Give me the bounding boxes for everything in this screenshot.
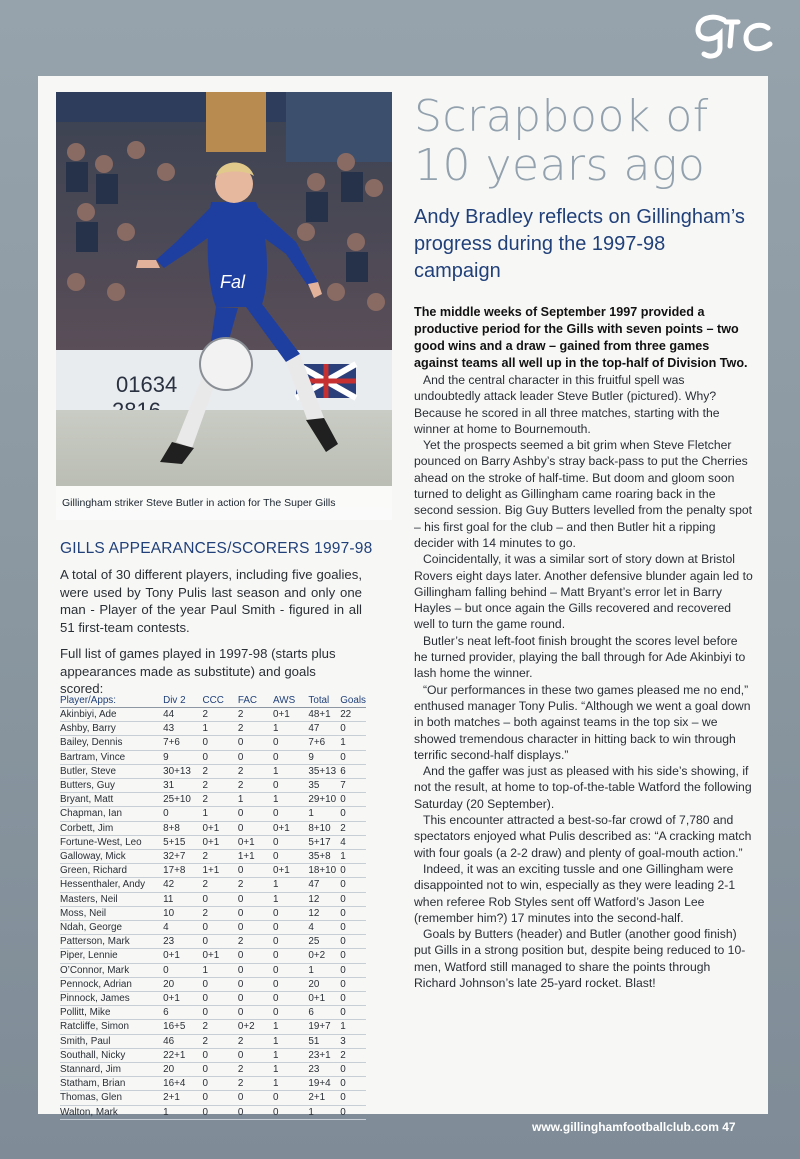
table-row xyxy=(60,1034,366,1048)
stat-cell: 4 xyxy=(340,836,346,848)
article-paragraph: And the central character in this fruitful spell was undoubtedly attack leader Steve Butler (pictured). Why? Because he scored in all three matches, starting with the winner at home to Bournemouth. xyxy=(414,373,720,436)
stat-cell: 0 xyxy=(237,993,244,1005)
stat-cell: 0 xyxy=(237,1007,244,1019)
stat-cell: 0 xyxy=(340,964,346,976)
player-name-cell: Bailey, Dennis xyxy=(60,737,123,749)
stat-cell: 1 xyxy=(308,1106,314,1118)
stat-cell: 2 xyxy=(237,723,244,735)
stat-cell: 0 xyxy=(202,1007,209,1019)
table-row xyxy=(60,992,366,1006)
stat-cell: 0 xyxy=(273,836,279,848)
article-paragraph: Coincidentally, it was a similar sort of story down at Bristol Rovers eight days later. Another defensive blunder again led to Gillingham falling behind – Matt Bryant’s error let in Barry Hayles – but once again the Gills recovered and recovered well to turn the game round. xyxy=(414,552,753,632)
stat-cell: 6 xyxy=(163,1007,169,1019)
stat-cell: 0 xyxy=(237,922,244,934)
stat-cell: 1 xyxy=(202,723,209,735)
stat-cell: 10 xyxy=(163,907,175,919)
stat-cell: 0 xyxy=(273,780,279,792)
stat-cell: 0+1 xyxy=(237,836,255,848)
stat-cell: 0 xyxy=(202,936,209,948)
stat-cell: 7+6 xyxy=(308,737,326,749)
player-name-cell: Pennock, Adrian xyxy=(60,978,132,990)
stat-cell: 4 xyxy=(163,922,169,934)
stat-cell: 1 xyxy=(202,808,209,820)
table-row xyxy=(60,736,366,750)
stat-cell: 29+10 xyxy=(308,794,337,806)
stat-cell: 1 xyxy=(273,879,279,891)
stat-cell: 0 xyxy=(273,1007,279,1019)
stat-cell: 32+7 xyxy=(163,851,186,863)
stat-cell: 0 xyxy=(340,879,346,891)
stat-cell: 17+8 xyxy=(163,865,186,877)
player-name-cell: Thomas, Glen xyxy=(60,1092,123,1104)
stat-cell: 12 xyxy=(308,907,320,919)
table-row xyxy=(60,1091,366,1105)
stat-cell: 20 xyxy=(163,1064,175,1076)
stat-cell: 0 xyxy=(273,1106,279,1118)
title-line-1: Scrapbook of xyxy=(414,91,709,142)
stat-cell: 0 xyxy=(163,808,169,820)
stat-cell: 0 xyxy=(340,808,346,820)
stat-cell: 31 xyxy=(163,780,175,792)
stat-cell: 0 xyxy=(273,950,279,962)
player-name-cell: Butler, Steve xyxy=(60,765,116,777)
player-name-cell: Walton, Mark xyxy=(60,1106,118,1118)
stat-cell: 6 xyxy=(340,765,346,777)
article-paragraph: “Our performances in these two games pleased me no end,” enthused manager Tony Pulis. “Although we went a goal down in both matches – both against teams in the top six – we showed tremendous character in hitting back to win through terrific second-half displays.” xyxy=(414,682,751,762)
article-paragraph: And the gaffer was just as pleased with his side’s showing, if not the result, at home to top-of-the-table Watford the following Saturday (20 September). xyxy=(414,764,752,811)
appearances-table xyxy=(60,694,366,1120)
stat-cell: 9 xyxy=(163,751,169,763)
table-row xyxy=(60,963,366,977)
stat-cell: 1 xyxy=(273,723,279,735)
stat-cell: 48+1 xyxy=(308,709,331,720)
photo-illustration xyxy=(56,92,392,520)
stat-cell: 0 xyxy=(340,865,346,877)
stat-cell: 3 xyxy=(340,1035,346,1047)
player-name-cell: Bartram, Vince xyxy=(60,751,126,763)
stat-cell: 2 xyxy=(202,765,209,777)
table-row xyxy=(60,906,366,920)
stat-cell: 0 xyxy=(237,822,244,834)
stat-cell: 23 xyxy=(308,1064,320,1076)
stat-cell: 25+10 xyxy=(163,794,191,806)
player-name-cell: Akinbiyi, Ade xyxy=(60,709,117,720)
stat-cell: 35+8 xyxy=(308,851,331,863)
stat-cell: 2+1 xyxy=(308,1092,326,1104)
table-row xyxy=(60,921,366,935)
stat-cell: 0 xyxy=(202,1049,209,1061)
stat-cell: 0+1 xyxy=(202,950,220,962)
stat-cell: 1+1 xyxy=(237,851,255,863)
stat-cell: 0 xyxy=(340,723,346,735)
player-name-cell: Bryant, Matt xyxy=(60,794,114,806)
table-row xyxy=(60,977,366,991)
stat-cell: 0 xyxy=(273,808,279,820)
player-name-cell: Galloway, Mick xyxy=(60,851,126,863)
stat-cell: 0+1 xyxy=(273,865,290,877)
table-row xyxy=(60,935,366,949)
stat-cell: 0 xyxy=(163,964,169,976)
table-row xyxy=(60,821,366,835)
svg-text:01634: 01634 xyxy=(116,372,178,397)
stat-cell: 0 xyxy=(273,751,279,763)
stat-cell: 2 xyxy=(202,907,209,919)
stat-cell: 0 xyxy=(340,978,346,990)
stat-cell: 2 xyxy=(237,879,244,891)
column-header: AWS xyxy=(273,695,296,706)
table-row xyxy=(60,779,366,793)
stat-cell: 1 xyxy=(273,1049,279,1061)
player-name-cell: Statham, Brian xyxy=(60,1078,126,1090)
player-name-cell: Ashby, Barry xyxy=(60,723,116,735)
stat-cell: 0 xyxy=(237,865,244,877)
table-row xyxy=(60,1077,366,1091)
stat-cell: 11 xyxy=(163,893,174,905)
stat-cell: 2 xyxy=(202,709,209,720)
stat-cell: 2 xyxy=(237,780,244,792)
player-name-cell: Ratcliffe, Simon xyxy=(60,1021,129,1033)
stat-cell: 1 xyxy=(202,964,209,976)
stats-heading: GILLS APPEARANCES/SCORERS 1997-98 xyxy=(60,540,373,557)
stat-cell: 0 xyxy=(202,751,209,763)
player-name-cell: Green, Richard xyxy=(60,865,127,877)
table-header-row xyxy=(60,694,366,708)
stat-cell: 0 xyxy=(237,737,244,749)
stat-cell: 30+13 xyxy=(163,765,191,777)
stat-cell: 47 xyxy=(308,879,320,891)
player-name-cell: Pinnock, James xyxy=(60,993,130,1005)
player-name-cell: O’Connor, Mark xyxy=(60,964,130,976)
stat-cell: 0 xyxy=(202,1106,209,1118)
stat-cell: 2 xyxy=(202,1035,209,1047)
stat-cell: 0 xyxy=(237,1092,244,1104)
article-paragraph: Yet the prospects seemed a bit grim when Steve Fletcher pounced on Barry Ashby’s stray back-pass to put the Cherries ahead on the stroke of half-time. But doom and gloom soon turned to delight as Gillingham came roaring back in the second session. Big Guy Butters levelled from the penalty spot – his first goal for the club – and then Butler hit a ripping decider with 14 minutes to go. xyxy=(414,438,753,550)
stat-cell: 0 xyxy=(340,893,346,905)
column-header: CCC xyxy=(202,695,224,706)
stat-cell: 0 xyxy=(237,751,244,763)
photo-caption: Gillingham striker Steve Butler in action for The Super Gills xyxy=(56,486,392,520)
stat-cell: 0+1 xyxy=(308,993,326,1005)
stat-cell: 7 xyxy=(340,780,346,792)
stat-cell: 0+1 xyxy=(273,822,290,834)
stat-cell: 0 xyxy=(237,1049,244,1061)
stat-cell: 6 xyxy=(308,1007,314,1019)
stat-cell: 22+1 xyxy=(163,1049,186,1061)
player-name-cell: Piper, Lennie xyxy=(60,950,118,962)
stat-cell: 0+2 xyxy=(237,1021,255,1033)
stat-cell: 0 xyxy=(273,993,279,1005)
svg-text:Fal: Fal xyxy=(220,272,246,292)
stat-cell: 2 xyxy=(340,822,346,834)
stat-cell: 2 xyxy=(237,765,244,777)
stat-cell: 0 xyxy=(273,907,279,919)
stat-cell: 0 xyxy=(273,978,279,990)
article-paragraph: Indeed, it was an exciting tussle and one Gillingham were disappointed not to win, especially as they were leading 2-1 when referee Rob Styles sent off Watford’s Jason Lee (remember him?) 17 minutes into the second-half. xyxy=(414,861,736,925)
stat-cell: 0 xyxy=(273,737,279,749)
player-name-cell: Smith, Paul xyxy=(60,1035,111,1047)
stat-cell: 1+1 xyxy=(202,865,220,877)
table-row xyxy=(60,1020,366,1034)
stat-cell: 0 xyxy=(340,751,346,763)
stat-cell: 0 xyxy=(237,893,244,905)
column-header: Player/Apps: xyxy=(60,695,116,706)
stat-cell: 1 xyxy=(273,1078,279,1090)
stat-cell: 9 xyxy=(308,751,314,763)
stat-cell: 2+1 xyxy=(163,1092,180,1104)
table-row xyxy=(60,864,366,878)
column-header: Total xyxy=(308,695,330,706)
stat-cell: 19+7 xyxy=(308,1021,331,1033)
stat-cell: 1 xyxy=(340,737,346,749)
stat-cell: 0+1 xyxy=(273,709,290,720)
stat-cell: 0 xyxy=(340,1007,346,1019)
stat-cell: 0 xyxy=(202,1092,209,1104)
stat-cell: 47 xyxy=(308,723,320,735)
article-paragraph: Butler’s neat left-foot finish brought the scores level before he turned provider, playing the ball through for Ade Akinbiyi to lash home the winner. xyxy=(414,633,746,681)
stat-cell: 1 xyxy=(273,1021,279,1033)
player-name-cell: Pollitt, Mike xyxy=(60,1007,111,1019)
stat-cell: 0 xyxy=(237,950,244,962)
gfc-logo xyxy=(690,8,782,64)
player-name-cell: Stannard, Jim xyxy=(60,1064,121,1076)
player-name-cell: Masters, Neil xyxy=(60,893,118,905)
stat-cell: 35+13 xyxy=(308,765,337,777)
stat-cell: 0 xyxy=(340,794,346,806)
stat-cell: 0 xyxy=(273,964,279,976)
stat-cell: 4 xyxy=(308,922,314,934)
stat-cell: 42 xyxy=(163,879,175,891)
stat-cell: 0 xyxy=(273,1092,279,1104)
title-line-2: 10 years ago xyxy=(414,140,706,191)
stat-cell: 0 xyxy=(237,808,244,820)
stat-cell: 19+4 xyxy=(308,1078,331,1090)
stat-cell: 1 xyxy=(340,1021,346,1033)
player-name-cell: Chapman, Ian xyxy=(60,808,123,820)
player-name-cell: Hessenthaler, Andy xyxy=(60,879,146,891)
table-row xyxy=(60,949,366,963)
stat-cell: 1 xyxy=(273,765,279,777)
table-row xyxy=(60,878,366,892)
stat-cell: 2 xyxy=(340,1049,346,1061)
stat-cell: 2 xyxy=(237,1035,244,1047)
stat-cell: 1 xyxy=(308,964,314,976)
stat-cell: 0 xyxy=(273,922,279,934)
stat-cell: 0 xyxy=(340,1106,346,1118)
stat-cell: 0 xyxy=(237,964,244,976)
article-paragraph: Goals by Butters (header) and Butler (another good finish) put Gills in a strong position but, despite being reduced to 10-men, Watford still managed to share the points through Richard Johnson’s late 25-yard rocket. Blast! xyxy=(414,927,746,990)
stat-cell: 0 xyxy=(237,1106,244,1118)
stat-cell: 2 xyxy=(237,1078,244,1090)
stat-cell: 0 xyxy=(340,950,346,962)
stat-cell: 0+1 xyxy=(163,993,180,1005)
stat-cell: 0 xyxy=(202,978,209,990)
stat-cell: 1 xyxy=(273,1035,279,1047)
stats-intro: A total of 30 different players, including five goalies, were used by Tony Pulis last season and only one man - Player of the year Paul Smith - figured in all 51 first-team contests. xyxy=(60,567,362,635)
stat-cell: 0 xyxy=(340,936,346,948)
stat-cell: 23 xyxy=(163,936,175,948)
stat-cell: 18+10 xyxy=(308,865,337,877)
stat-cell: 2 xyxy=(202,851,209,863)
article-title xyxy=(414,92,709,190)
stat-cell: 5+17 xyxy=(308,836,331,848)
stat-cell: 0 xyxy=(202,993,209,1005)
stat-cell: 2 xyxy=(202,1021,209,1033)
table-row xyxy=(60,807,366,821)
table-row xyxy=(60,892,366,906)
stat-cell: 0 xyxy=(340,1092,346,1104)
stat-cell: 0 xyxy=(340,993,346,1005)
stat-cell: 0 xyxy=(273,936,279,948)
stat-cell: 0 xyxy=(340,1078,346,1090)
table-body xyxy=(60,708,366,1120)
player-photo xyxy=(56,92,392,520)
player-name-cell: Moss, Neil xyxy=(60,907,107,919)
column-header: Div 2 xyxy=(163,695,186,706)
table-row xyxy=(60,708,366,722)
stat-cell: 0 xyxy=(202,922,209,934)
table-row xyxy=(60,1048,366,1062)
stat-cell: 46 xyxy=(163,1035,175,1047)
player-name-cell: Patterson, Mark xyxy=(60,936,130,948)
stat-cell: 1 xyxy=(273,1064,279,1076)
article-body xyxy=(414,304,754,991)
column-header: Goals xyxy=(340,695,366,706)
footer-url: www.gillinghamfootballclub.com xyxy=(532,1120,719,1134)
table-row xyxy=(60,793,366,807)
stat-cell: 8+8 xyxy=(163,822,180,834)
table-row xyxy=(60,750,366,764)
stat-cell: 0+1 xyxy=(163,950,180,962)
stat-cell: 2 xyxy=(237,936,244,948)
table-row xyxy=(60,722,366,736)
article-subtitle: Andy Bradley reflects on Gillingham’s progress during the 1997-98 campaign xyxy=(414,206,745,282)
stat-cell: 0 xyxy=(202,1064,209,1076)
table-row xyxy=(60,1063,366,1077)
stats-intro-2: Full list of games played in 1997-98 (starts plus appearances made as substitute) and goals scored: xyxy=(60,646,336,696)
article-paragraph: This encounter attracted a best-so-far crowd of 7,780 and spectators enjoyed what Pulis described as: “A cracking match with four goals (a 2-2 draw) and plenty of goal-mouth action.” xyxy=(414,813,752,860)
stat-cell: 12 xyxy=(308,893,320,905)
article-lead-paragraph: The middle weeks of September 1997 provided a productive period for the Gills with seven points – two good wins and a draw – gained from three games against teams all well up in the top-half of Division Two. xyxy=(414,305,748,370)
stat-cell: 0 xyxy=(340,1064,346,1076)
player-name-cell: Fortune-West, Leo xyxy=(60,836,142,848)
stat-cell: 0 xyxy=(202,737,209,749)
stat-cell: 1 xyxy=(308,808,314,820)
stat-cell: 5+15 xyxy=(163,836,186,848)
player-name-cell: Butters, Guy xyxy=(60,780,115,792)
player-name-cell: Ndah, George xyxy=(60,922,123,934)
stat-cell: 22 xyxy=(340,709,352,720)
stat-cell: 1 xyxy=(163,1106,169,1118)
stat-cell: 35 xyxy=(308,780,320,792)
stat-cell: 2 xyxy=(237,709,244,720)
stat-cell: 0 xyxy=(202,893,209,905)
page-footer xyxy=(532,1120,736,1134)
stat-cell: 1 xyxy=(340,851,346,863)
stat-cell: 0 xyxy=(237,978,244,990)
table-row xyxy=(60,764,366,778)
stat-cell: 44 xyxy=(163,709,175,720)
stat-cell: 1 xyxy=(273,794,279,806)
stat-cell: 1 xyxy=(237,794,244,806)
stat-cell: 20 xyxy=(308,978,320,990)
column-header: FAC xyxy=(237,695,258,706)
stat-cell: 0 xyxy=(340,922,346,934)
table-row xyxy=(60,835,366,849)
stat-cell: 1 xyxy=(273,893,279,905)
stat-cell: 0+1 xyxy=(202,822,220,834)
table-row xyxy=(60,1105,366,1119)
stat-cell: 16+5 xyxy=(163,1021,186,1033)
stat-cell: 20 xyxy=(163,978,175,990)
table-row xyxy=(60,1006,366,1020)
player-name-cell: Southall, Nicky xyxy=(60,1049,126,1061)
stat-cell: 0 xyxy=(340,907,346,919)
stat-cell: 0 xyxy=(237,907,244,919)
stat-cell: 25 xyxy=(308,936,320,948)
player-name-cell: Corbett, Jim xyxy=(60,822,114,834)
stat-cell: 51 xyxy=(308,1035,320,1047)
stat-cell: 0 xyxy=(202,1078,209,1090)
stat-cell: 2 xyxy=(202,780,209,792)
stat-cell: 0+2 xyxy=(308,950,326,962)
stat-cell: 2 xyxy=(237,1064,244,1076)
stat-cell: 0 xyxy=(273,851,279,863)
stat-cell: 2 xyxy=(202,879,209,891)
stat-cell: 16+4 xyxy=(163,1078,186,1090)
stat-cell: 23+1 xyxy=(308,1049,331,1061)
stat-cell: 7+6 xyxy=(163,737,180,749)
stat-cell: 2 xyxy=(202,794,209,806)
stat-cell: 43 xyxy=(163,723,175,735)
stat-cell: 0+1 xyxy=(202,836,220,848)
table-row xyxy=(60,850,366,864)
stat-cell: 8+10 xyxy=(308,822,331,834)
page-number: 47 xyxy=(722,1120,736,1134)
